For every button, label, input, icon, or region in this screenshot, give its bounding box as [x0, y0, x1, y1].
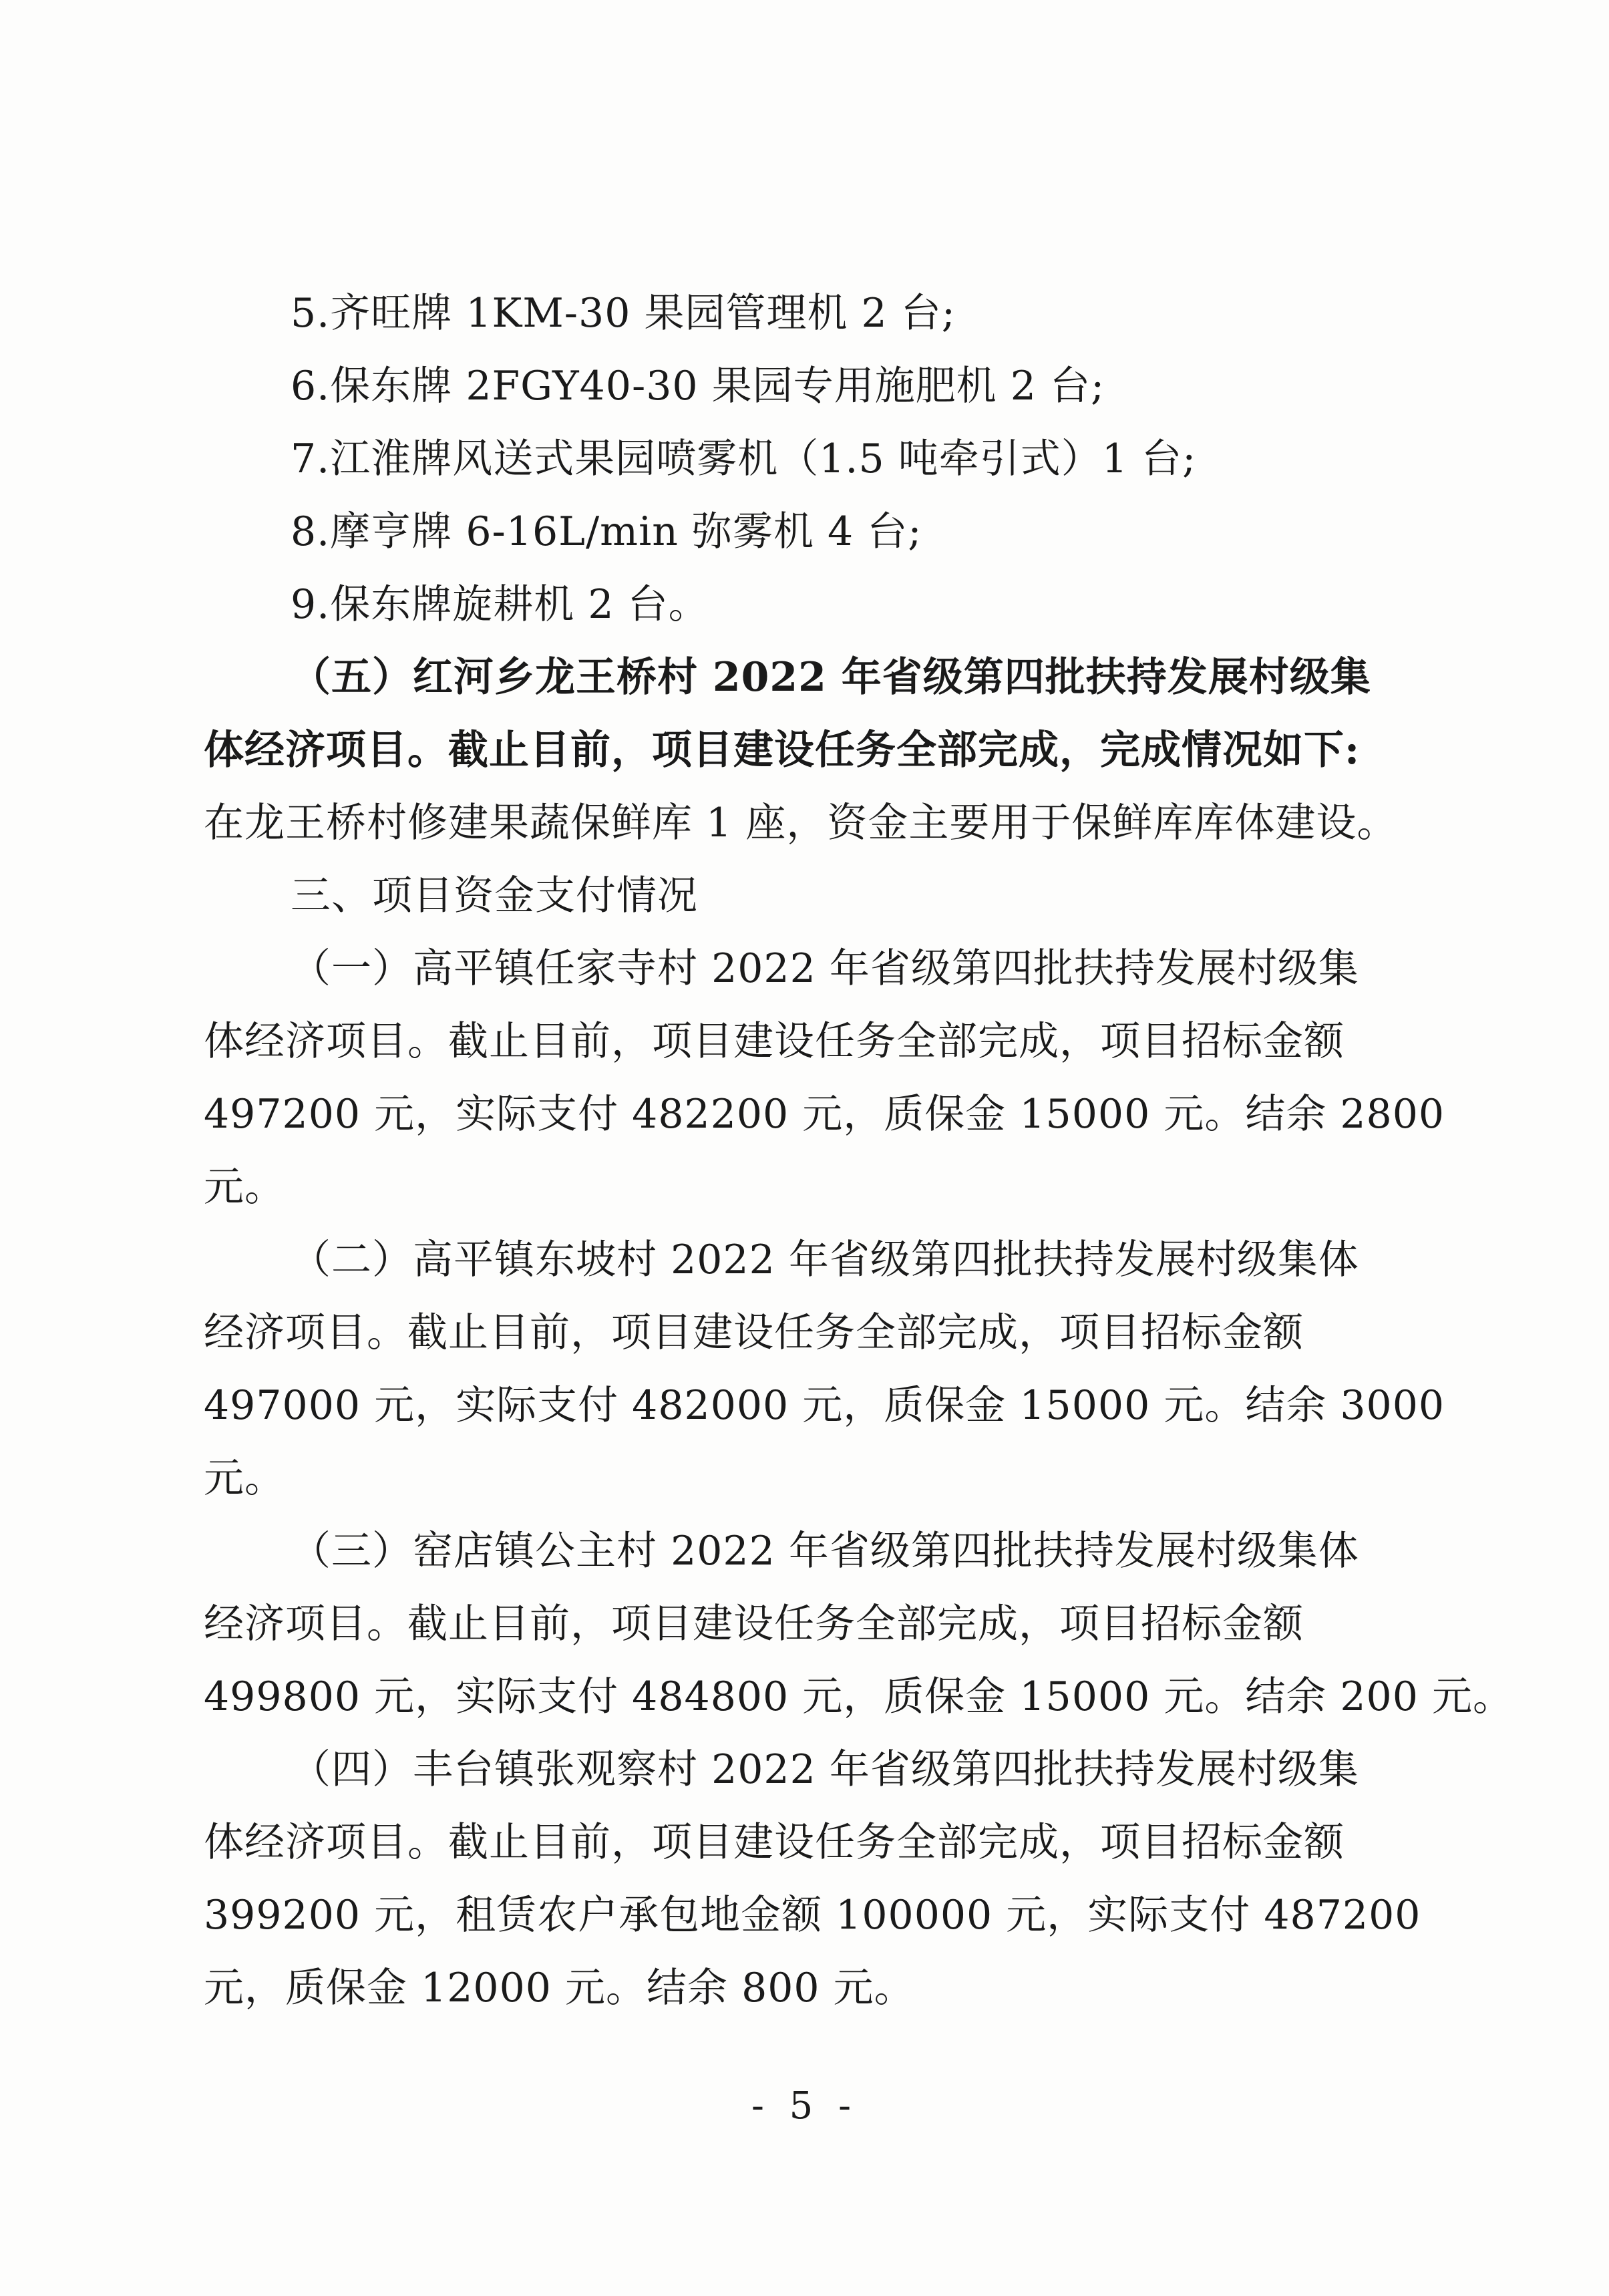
- list-item: 7.江淮牌风送式果园喷雾机（1.5 吨牵引式）1 台;: [291, 436, 1197, 482]
- list-item: 8.摩亨牌 6-16L/min 弥雾机 4 台;: [291, 508, 922, 555]
- paragraph-line: （五）红河乡龙王桥村 2022 年省级第四批扶持发展村级集: [291, 654, 1371, 701]
- paragraph-line: 元。: [204, 1164, 285, 1210]
- paragraph-line: 经济项目。截止目前，项目建设任务全部完成，项目招标金额: [204, 1309, 1304, 1356]
- paragraph-line: （一）高平镇任家寺村 2022 年省级第四批扶持发展村级集: [291, 945, 1359, 992]
- paragraph-line: 体经济项目。截止目前，项目建设任务全部完成，项目招标金额: [204, 1018, 1345, 1065]
- paragraph-line: 元。: [204, 1455, 285, 1502]
- paragraph-line: （四）丰台镇张观察村 2022 年省级第四批扶持发展村级集: [291, 1746, 1359, 1793]
- list-item: 9.保东牌旋耕机 2 台。: [291, 581, 709, 628]
- paragraph-line: 497200 元，实际支付 482200 元，质保金 15000 元。结余 2800: [204, 1091, 1445, 1138]
- list-item: 5.齐旺牌 1KM-30 果园管理机 2 台;: [291, 290, 956, 337]
- section-heading: 三、项目资金支付情况: [291, 872, 698, 919]
- paragraph-line: 399200 元，租赁农户承包地金额 100000 元，实际支付 487200: [204, 1892, 1421, 1939]
- paragraph-line: 497000 元，实际支付 482000 元，质保金 15000 元。结余 3000: [204, 1382, 1445, 1429]
- paragraph-line: 体经济项目。截止目前，项目建设任务全部完成，项目招标金额: [204, 1819, 1345, 1866]
- paragraph-line: 在龙王桥村修建果蔬保鲜库 1 座，资金主要用于保鲜库库体建设。: [204, 800, 1398, 846]
- page-number: - 5 -: [751, 2084, 858, 2128]
- document-body: [204, 277, 1513, 2025]
- paragraph-line: （二）高平镇东坡村 2022 年省级第四批扶持发展村级集体: [291, 1237, 1359, 1283]
- paragraph-line: 经济项目。截止目前，项目建设任务全部完成，项目招标金额: [204, 1601, 1304, 1647]
- list-item: 6.保东牌 2FGY40-30 果园专用施肥机 2 台;: [291, 363, 1105, 409]
- paragraph-line: 体经济项目。截止目前，项目建设任务全部完成，完成情况如下:: [204, 727, 1361, 774]
- paragraph-line: 元，质保金 12000 元。结余 800 元。: [204, 1965, 915, 2011]
- paragraph-line: 499800 元，实际支付 484800 元，质保金 15000 元。结余 200 元。: [204, 1673, 1513, 1720]
- paragraph-line: （三）窑店镇公主村 2022 年省级第四批扶持发展村级集体: [291, 1528, 1359, 1575]
